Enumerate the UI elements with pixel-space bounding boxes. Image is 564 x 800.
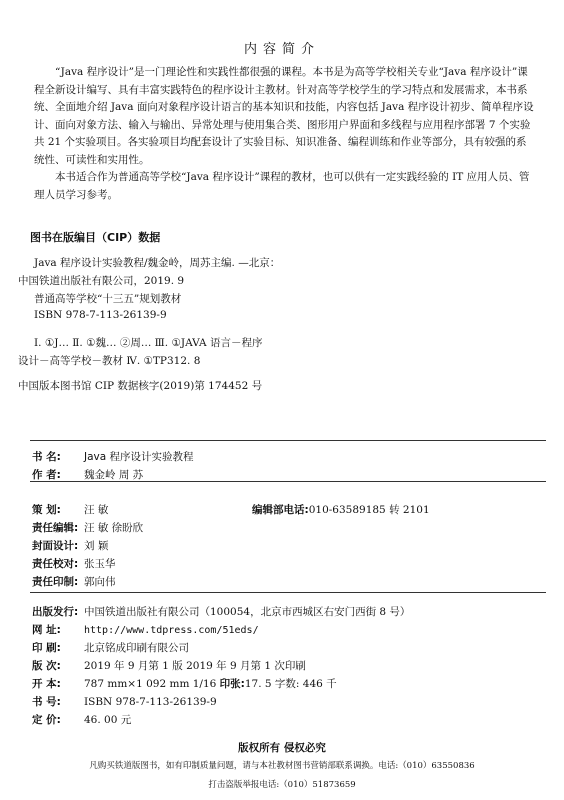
editor-label: 责任编辑: <box>32 522 79 534</box>
cip-line-3: 普通高等学校“十三五”规划教材 <box>34 293 182 305</box>
page-title: 内容简介 <box>243 42 320 57</box>
printer-row <box>32 636 189 655</box>
edition-value: 2019 年 9 月第 1 版 2019 年 9 月第 1 次印刷 <box>84 660 306 672</box>
price-value: 46. 00 元 <box>84 714 132 726</box>
url-label: 网 址: <box>32 624 61 636</box>
cip-line-1: Java 程序设计实验教程/魏金岭，周苏主编. —北京： <box>34 257 281 269</box>
print-manager-label: 责任印制: <box>32 576 79 588</box>
publisher-value: 中国铁道出版社有限公司（100054，北京市西城区右安门西街 8 号） <box>84 606 411 618</box>
cip-heading: 图书在版编目（CIP）数据 <box>30 231 161 244</box>
divider <box>30 481 546 482</box>
editorial-phone: 010-63589185 转 2101 <box>308 504 430 516</box>
print-manager-value: 郭向伟 <box>84 576 116 588</box>
divider <box>30 592 546 593</box>
book-author-row <box>32 463 143 482</box>
intro-body <box>34 64 534 204</box>
format-label: 开 本: <box>32 678 61 690</box>
editor-value: 汪 敏 徐盼欣 <box>84 522 144 534</box>
proof-value: 张玉华 <box>84 558 116 570</box>
copyright-notice: 版权所有 侵权必究 <box>238 742 326 754</box>
url-row <box>32 618 259 637</box>
print-manager-row <box>32 570 116 589</box>
isbn-value: ISBN 978-7-113-26139-9 <box>84 696 217 708</box>
cip-line-4: ISBN 978-7-113-26139-9 <box>34 309 167 321</box>
replacement-notice: 凡购买铁道版图书，如有印制质量问题，请与本社教材图书营销部联系调换。电话:（010）63550836 <box>89 761 475 771</box>
cip-line-7: 中国版本图书馆 CIP 数据核字(2019)第 174452 号 <box>18 380 263 392</box>
sheets-value: 17. 5 字数: 446 千 <box>244 678 337 690</box>
isbn-label: 书 号: <box>32 696 61 708</box>
printer-value: 北京铭成印刷有限公司 <box>84 642 189 654</box>
url-value: http://www.tdpress.com/51eds/ <box>84 625 259 636</box>
book-author: 魏金岭 周 苏 <box>84 469 144 481</box>
editorial-phone-label: 编辑部电话: <box>252 504 309 516</box>
price-label: 定 价: <box>32 714 61 726</box>
proof-row <box>32 552 116 571</box>
edition-row <box>32 654 306 673</box>
piracy-hotline: 打击盗版举报电话:（010）51873659 <box>208 780 356 790</box>
format-row <box>32 672 337 691</box>
book-author-label: 作 者: <box>32 469 61 481</box>
isbn-row <box>32 690 217 709</box>
cover-label: 封面设计: <box>32 540 79 552</box>
planning-value: 汪 敏 <box>84 504 109 516</box>
format-value: 787 mm×1 092 mm 1/16 <box>84 678 220 690</box>
book-title-row <box>32 445 194 464</box>
intro-paragraph-2: 本书适合作为普通高等学校“Java 程序设计”课程的教材，也可以供有一定实践经验的 IT 应用人员、管理人员学习参考。 <box>34 171 530 201</box>
editor-row <box>32 516 143 535</box>
cip-line-2: 中国铁道出版社有限公司，2019. 9 <box>18 275 185 287</box>
planning-row <box>32 498 108 517</box>
cover-row <box>32 534 108 553</box>
proof-label: 责任校对: <box>32 558 79 570</box>
printer-label: 印 刷: <box>32 642 61 654</box>
editorial-phone-row <box>252 498 430 517</box>
edition-label: 版 次: <box>32 660 61 672</box>
intro-paragraph-1: “Java 程序设计”是一门理论性和实践性都很强的课程。本书是为高等学校相关专业“Java 程序设计”课程全新设计编写、具有丰富实践特色的程序设计主教材。针对高等学校学生的学习特点和发展需求，本书系统、全面地介绍 Java 面向对象程序设计语言的基本知识和技能，内容包括 Java 程序设计初步、简单程序设计、面向对象方法、输入与输出、异常处理与使用集合类、图形用户界面和多线程与应用程序部署 7 个实验共 21 个实验项目。各实验项目均配套设计了实验目标、知识准备、编程训练和作业等部分，具有较强的系统性、可读性和实用性。 <box>34 66 534 166</box>
divider <box>30 440 546 441</box>
publisher-row <box>32 600 410 619</box>
cip-line-5: Ⅰ. ①J… Ⅱ. ①魏… ②周… Ⅲ. ①JAVA 语言－程序 <box>34 337 263 349</box>
publisher-label: 出版发行: <box>32 606 79 618</box>
book-title: Java 程序设计实验教程 <box>84 451 194 463</box>
cip-line-6: 设计－高等学校－教材 Ⅳ. ①TP312. 8 <box>18 355 201 367</box>
price-row <box>32 708 131 727</box>
sheets-label: 印张: <box>219 678 245 690</box>
planning-label: 策 划: <box>32 504 61 516</box>
book-title-label: 书 名: <box>32 451 61 463</box>
cover-value: 刘 颖 <box>84 540 109 552</box>
